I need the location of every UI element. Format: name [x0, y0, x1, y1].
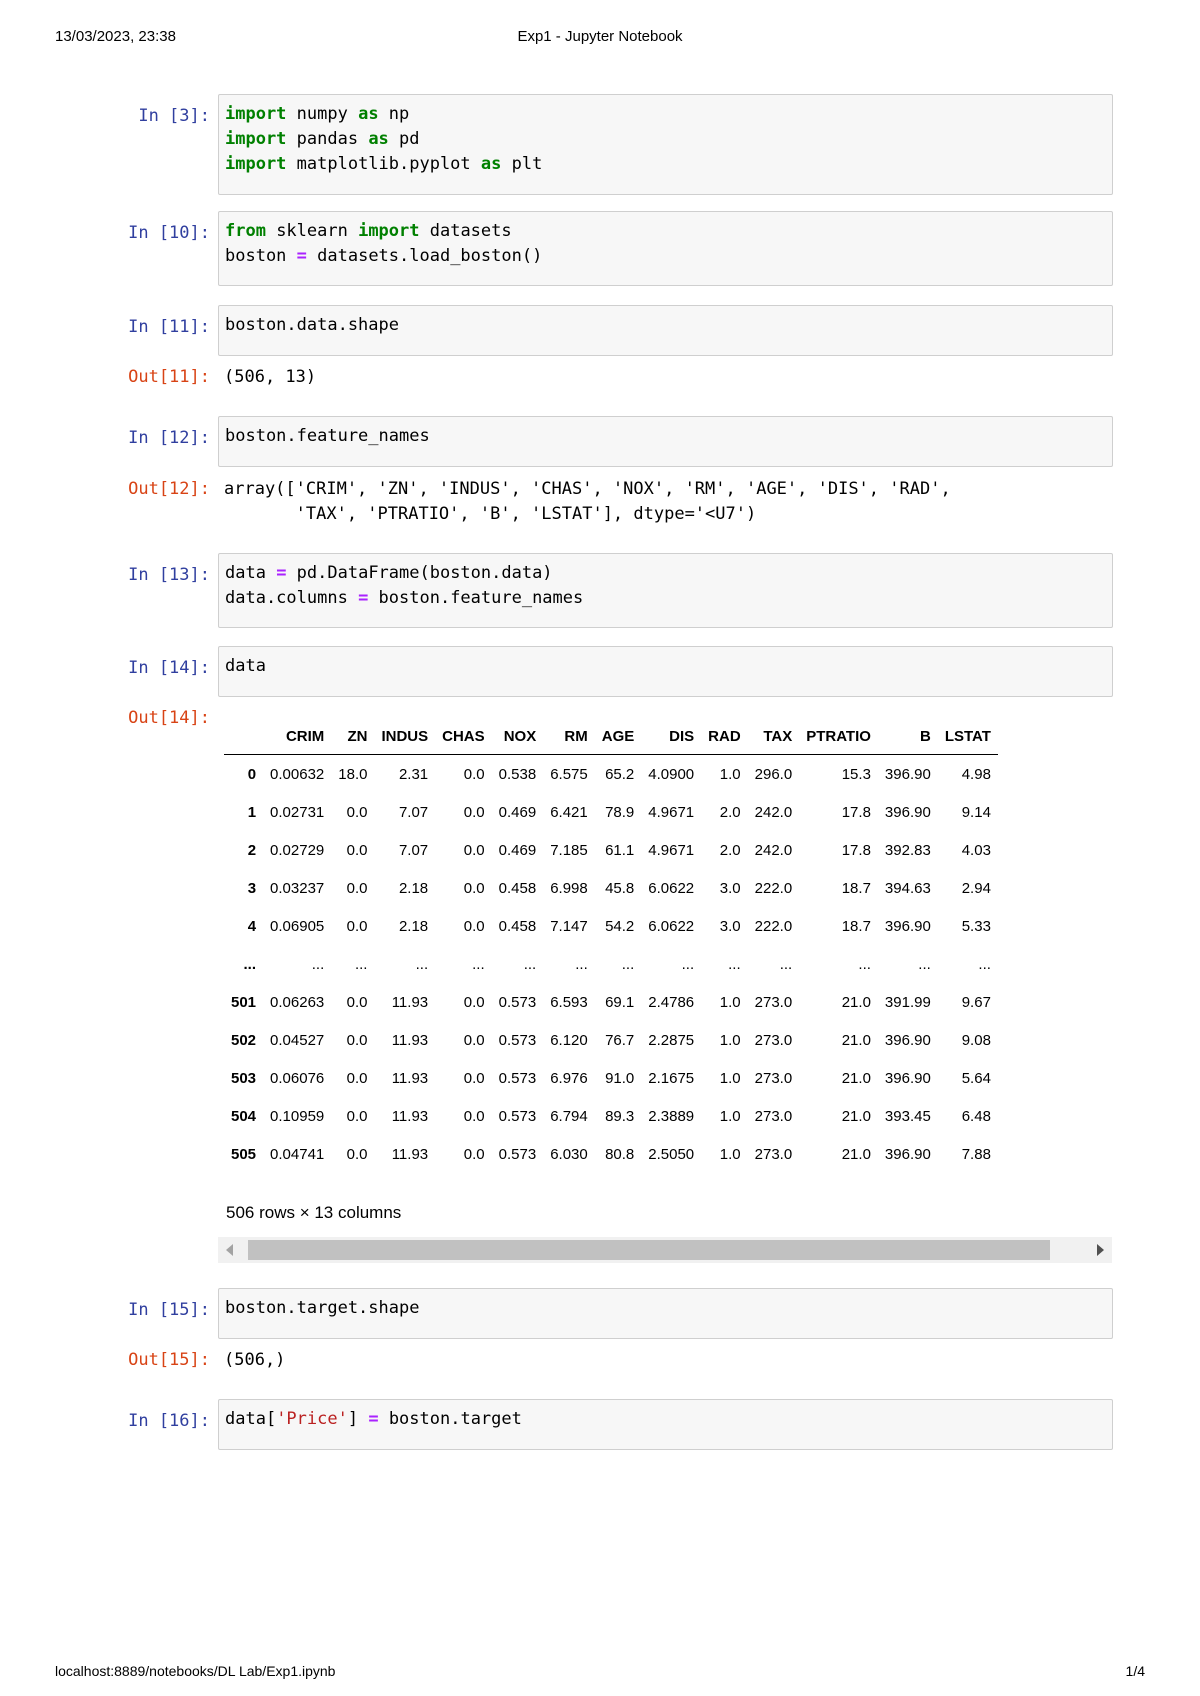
cell-output-line-1: array(['CRIM', 'ZN', 'INDUS', 'CHAS', 'NOX', 'RM', 'AGE', 'DIS', 'RAD',	[224, 479, 951, 499]
table-cell: 0.573	[498, 1031, 537, 1049]
table-cell: 6.593	[550, 993, 588, 1011]
table-cell: ...	[415, 955, 429, 973]
column-header: B	[878, 718, 938, 755]
code-input[interactable]	[218, 553, 1113, 628]
cell-output-line-2: 'TAX', 'PTRATIO', 'B', 'LSTAT'], dtype='<U7')	[224, 504, 757, 524]
table-cell: 396.90	[884, 1145, 931, 1163]
scroll-right-arrow-icon[interactable]	[1097, 1244, 1104, 1256]
table-cell: 21.0	[841, 1031, 871, 1049]
notebook-title: Exp1 - Jupyter Notebook	[517, 28, 683, 45]
print-date: 13/03/2023, 23:38	[55, 28, 176, 45]
table-cell: ...	[472, 955, 485, 973]
row-index: 1	[247, 803, 257, 821]
table-cell: ...	[354, 955, 368, 973]
table-cell: 9.08	[961, 1031, 991, 1049]
table-cell: 11.93	[391, 1069, 429, 1087]
cell-output: (506, 13)	[224, 367, 317, 387]
input-prompt: In [14]:	[128, 658, 210, 678]
table-cell: 0.0	[346, 1031, 368, 1049]
table-cell: 21.0	[841, 1145, 871, 1163]
table-cell: 242.0	[754, 803, 793, 821]
table-row	[224, 1135, 998, 1173]
horizontal-scrollbar[interactable]	[218, 1237, 1112, 1263]
table-cell: 2.18	[398, 917, 429, 935]
table-cell: 396.90	[884, 803, 931, 821]
table-cell: 0.02729	[270, 841, 325, 859]
table-cell: 21.0	[841, 1107, 871, 1125]
table-cell: 0.06263	[270, 993, 325, 1011]
table-cell: 5.64	[961, 1069, 991, 1087]
table-cell: 0.0	[346, 993, 368, 1011]
table-cell: 18.0	[338, 765, 368, 783]
table-cell: 0.06076	[270, 1069, 325, 1087]
code-lines: from sklearn import datasets boston = datasets.load_boston()	[225, 221, 543, 266]
table-cell: 0.458	[498, 879, 537, 897]
table-row	[224, 1021, 998, 1059]
input-prompt: In [13]:	[128, 565, 210, 585]
print-footer	[55, 1663, 1145, 1683]
table-row	[224, 907, 998, 945]
row-index: 502	[231, 1031, 257, 1049]
table-cell: ...	[311, 955, 325, 973]
table-cell: 2.0	[719, 841, 741, 859]
table-row	[224, 945, 998, 983]
table-cell: 5.33	[961, 917, 991, 935]
output-prompt: Out[15]:	[128, 1350, 210, 1370]
table-cell: ...	[978, 955, 991, 973]
table-cell: 21.0	[841, 993, 871, 1011]
table-row	[224, 1097, 998, 1135]
table-cell: 0.0	[463, 841, 485, 859]
print-header	[55, 28, 1145, 50]
table-cell: ...	[728, 955, 741, 973]
table-cell: 0.04527	[270, 1031, 325, 1049]
code-line: boston.feature_names	[225, 426, 430, 446]
table-cell: 0.573	[498, 993, 537, 1011]
table-cell: 0.0	[346, 841, 368, 859]
output-prompt: Out[12]:	[128, 479, 210, 499]
table-cell: 7.07	[398, 841, 429, 859]
code-input[interactable]	[218, 94, 1113, 195]
table-cell: 7.147	[550, 917, 588, 935]
table-cell: 1.0	[719, 1069, 741, 1087]
table-cell: 393.45	[884, 1107, 931, 1125]
table-cell: ...	[681, 955, 695, 973]
table-cell: 296.0	[754, 765, 793, 783]
table-cell: 11.93	[391, 1031, 429, 1049]
table-row	[224, 793, 998, 831]
input-prompt: In [16]:	[128, 1411, 210, 1431]
table-cell: 2.1675	[648, 1069, 695, 1087]
table-cell: 273.0	[754, 1069, 793, 1087]
table-cell: 0.0	[346, 879, 368, 897]
table-cell: 0.0	[346, 1145, 368, 1163]
code-lines: data['Price'] = boston.target	[225, 1409, 522, 1429]
table-cell: 0.0	[463, 1107, 485, 1125]
input-prompt: In [12]:	[128, 428, 210, 448]
page-number: 1/4	[1125, 1663, 1145, 1679]
column-header: CRIM	[263, 718, 331, 755]
code-input[interactable]	[218, 305, 1113, 356]
column-header: DIS	[641, 718, 701, 755]
table-cell: 6.998	[550, 879, 588, 897]
table-row	[224, 983, 998, 1021]
table-cell: 1.0	[719, 1107, 741, 1125]
table-cell: 2.18	[398, 879, 429, 897]
table-cell: ...	[575, 955, 588, 973]
table-cell: 1.0	[719, 993, 741, 1011]
column-header: RAD	[701, 718, 748, 755]
table-cell: 242.0	[754, 841, 793, 859]
column-header: PTRATIO	[799, 718, 878, 755]
row-index: ...	[243, 955, 257, 973]
table-cell: 7.88	[961, 1145, 991, 1163]
table-cell: 4.9671	[648, 803, 695, 821]
row-index: 3	[247, 879, 257, 897]
scroll-left-arrow-icon[interactable]	[226, 1244, 233, 1256]
table-cell: 0.573	[498, 1145, 537, 1163]
column-header: INDUS	[374, 718, 435, 755]
code-lines: import numpy as np import pandas as pd import matplotlib.pyplot as plt	[225, 104, 543, 174]
table-cell: 2.31	[398, 765, 429, 783]
code-lines: data = pd.DataFrame(boston.data) data.columns = boston.feature_names	[225, 563, 584, 608]
row-index: 0	[247, 765, 257, 783]
table-cell: 0.0	[463, 917, 485, 935]
table-cell: 0.0	[346, 803, 368, 821]
table-cell: 9.14	[961, 803, 991, 821]
table-cell: 61.1	[605, 841, 635, 859]
table-cell: 6.030	[550, 1145, 588, 1163]
table-cell: 396.90	[884, 765, 931, 783]
table-cell: 54.2	[605, 917, 635, 935]
table-cell: ...	[621, 955, 635, 973]
table-cell: 6.976	[550, 1069, 588, 1087]
table-cell: 273.0	[754, 993, 793, 1011]
output-prompt: Out[11]:	[128, 367, 210, 387]
table-cell: 222.0	[754, 879, 793, 897]
column-header: ZN	[331, 718, 374, 755]
table-cell: 0.0	[346, 1069, 368, 1087]
table-cell: ...	[918, 955, 931, 973]
table-cell: 0.0	[463, 1031, 485, 1049]
column-header: AGE	[595, 718, 642, 755]
table-cell: 4.98	[961, 765, 991, 783]
table-cell: 0.0	[463, 879, 485, 897]
table-cell: 396.90	[884, 917, 931, 935]
table-cell: 11.93	[391, 1107, 429, 1125]
dataframe-table	[224, 718, 998, 1173]
table-row	[224, 755, 998, 794]
scrollbar-thumb[interactable]	[248, 1240, 1050, 1260]
table-cell: 91.0	[605, 1069, 635, 1087]
row-index: 501	[231, 993, 257, 1011]
table-cell: 0.0	[463, 1145, 485, 1163]
table-header-row	[224, 718, 998, 755]
cell-output: (506,)	[224, 1350, 286, 1370]
table-cell: 15.3	[841, 765, 871, 783]
table-cell: 9.67	[961, 993, 991, 1011]
table-cell: 0.10959	[270, 1107, 325, 1125]
column-header: CHAS	[435, 718, 492, 755]
table-cell: ...	[858, 955, 871, 973]
table-cell: 2.4786	[648, 993, 695, 1011]
table-cell: 2.94	[961, 879, 991, 897]
table-cell: 2.2875	[648, 1031, 695, 1049]
table-cell: 0.0	[463, 765, 485, 783]
table-cell: 6.120	[550, 1031, 588, 1049]
table-cell: 65.2	[605, 765, 635, 783]
input-prompt: In [3]:	[138, 106, 210, 126]
table-cell: 1.0	[719, 765, 741, 783]
input-prompt: In [15]:	[128, 1300, 210, 1320]
table-cell: 1.0	[719, 1031, 741, 1049]
table-cell: 45.8	[605, 879, 635, 897]
table-cell: 396.90	[884, 1031, 931, 1049]
dataframe-output[interactable]	[224, 718, 1112, 1178]
table-cell: 0.00632	[270, 765, 325, 783]
table-cell: 396.90	[884, 1069, 931, 1087]
table-cell: 0.02731	[270, 803, 325, 821]
table-cell: 222.0	[754, 917, 793, 935]
table-cell: 0.538	[498, 765, 537, 783]
table-cell: 1.0	[719, 1145, 741, 1163]
table-cell: 18.7	[841, 879, 871, 897]
table-cell: 0.573	[498, 1107, 537, 1125]
table-cell: 18.7	[841, 917, 871, 935]
code-line: boston.target.shape	[225, 1298, 420, 1318]
table-cell: 69.1	[605, 993, 635, 1011]
row-index: 505	[231, 1145, 257, 1163]
table-cell: 11.93	[391, 993, 429, 1011]
dataframe-caption: 506 rows × 13 columns	[226, 1203, 402, 1222]
table-cell: 0.0	[346, 917, 368, 935]
table-cell: 7.07	[398, 803, 429, 821]
table-cell: 0.04741	[270, 1145, 325, 1163]
input-prompt: In [11]:	[128, 317, 210, 337]
table-cell: 391.99	[884, 993, 931, 1011]
table-cell: 6.0622	[648, 879, 695, 897]
table-cell: 89.3	[605, 1107, 635, 1125]
row-index: 2	[247, 841, 257, 859]
table-cell: 2.0	[719, 803, 741, 821]
table-cell: 7.185	[550, 841, 588, 859]
table-cell: 17.8	[841, 803, 871, 821]
table-cell: 4.03	[961, 841, 991, 859]
table-cell: 6.575	[550, 765, 588, 783]
table-cell: 392.83	[884, 841, 931, 859]
table-cell: 3.0	[719, 879, 741, 897]
table-cell: ...	[523, 955, 537, 973]
code-input[interactable]	[218, 1399, 1113, 1450]
row-index: 504	[231, 1107, 257, 1125]
column-header: NOX	[492, 718, 544, 755]
table-cell: 6.794	[550, 1107, 588, 1125]
column-header: RM	[543, 718, 595, 755]
table-cell: 394.63	[884, 879, 931, 897]
column-header: TAX	[748, 718, 800, 755]
row-index: 4	[247, 917, 257, 935]
table-cell: 21.0	[841, 1069, 871, 1087]
input-prompt: In [10]:	[128, 223, 210, 243]
table-cell: 273.0	[754, 1145, 793, 1163]
table-cell: 6.48	[961, 1107, 991, 1125]
table-cell: 0.06905	[270, 917, 325, 935]
code-input[interactable]	[218, 646, 1113, 697]
table-cell: 0.469	[498, 803, 537, 821]
code-input[interactable]	[218, 1288, 1113, 1339]
table-cell: 273.0	[754, 1107, 793, 1125]
table-cell: 2.3889	[648, 1107, 695, 1125]
row-index: 503	[231, 1069, 257, 1087]
output-prompt: Out[14]:	[128, 708, 210, 728]
table-cell: 0.0	[463, 1069, 485, 1087]
code-line: data	[225, 656, 266, 676]
code-line: boston.data.shape	[225, 315, 399, 335]
code-input[interactable]	[218, 211, 1113, 286]
table-cell: 2.5050	[648, 1145, 695, 1163]
table-cell: 6.421	[550, 803, 588, 821]
table-cell: 11.93	[391, 1145, 429, 1163]
table-cell: 6.0622	[648, 917, 695, 935]
table-cell: 4.0900	[648, 765, 695, 783]
table-cell: 3.0	[719, 917, 741, 935]
table-row	[224, 869, 998, 907]
table-cell: 273.0	[754, 1031, 793, 1049]
table-cell: 0.469	[498, 841, 537, 859]
table-cell: 0.458	[498, 917, 537, 935]
table-cell: 80.8	[605, 1145, 635, 1163]
table-cell: 0.0	[346, 1107, 368, 1125]
table-cell: 4.9671	[648, 841, 695, 859]
table-cell: 76.7	[605, 1031, 635, 1049]
table-row	[224, 1059, 998, 1097]
notebook-url: localhost:8889/notebooks/DL Lab/Exp1.ipynb	[55, 1663, 336, 1679]
table-cell: 0.03237	[270, 879, 325, 897]
table-cell: 17.8	[841, 841, 871, 859]
column-header: LSTAT	[938, 718, 998, 755]
table-row	[224, 831, 998, 869]
table-cell: 0.0	[463, 803, 485, 821]
table-cell: ...	[779, 955, 793, 973]
table-cell: 0.0	[463, 993, 485, 1011]
table-cell: 0.573	[498, 1069, 537, 1087]
code-input[interactable]	[218, 416, 1113, 467]
column-header	[224, 718, 263, 755]
table-cell: 78.9	[605, 803, 635, 821]
